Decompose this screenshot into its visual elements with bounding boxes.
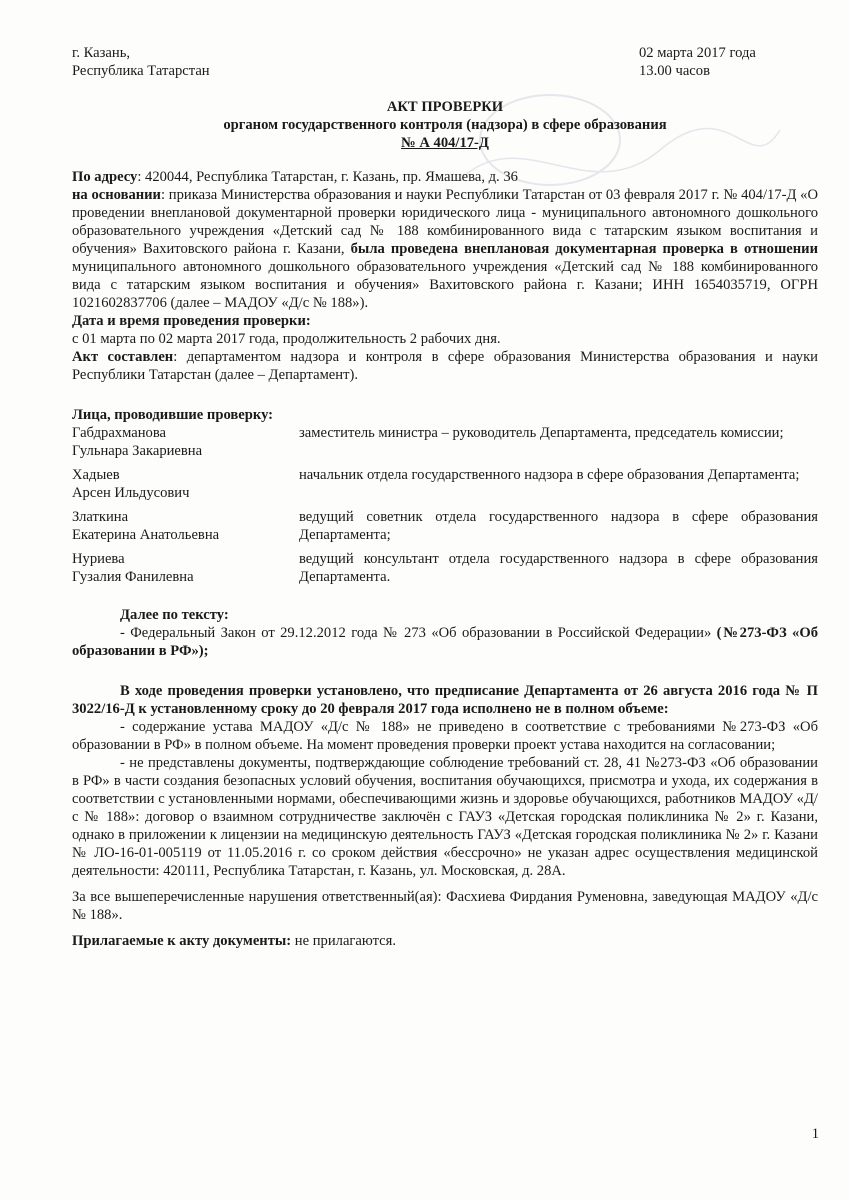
header-time: 13.00 часов [639,63,710,79]
basis-text-2: муниципального автономного дошкольного образовательного учреждения «Детский сад № 188 комбинированного вида с татарским языком воспитания и обучения» Вахитовского района г. Казани; ИНН 1654035719, ОГРН 1021602837706 (далее – МАДОУ «Д/с № 188»). [72,259,818,311]
person-row [72,550,818,586]
person-role: ведущий советник отдела государственного надзора в сфере образования Департамента; [299,509,818,543]
person-name: Златкина Екатерина Анатольевна [72,509,220,543]
page-number: 1 [811,1126,819,1142]
address-paragraph [72,168,818,186]
basis-text-1: : приказа Министерства образования и науки Республики Татарстан от 03 февраля 2017 г. № 404/17-Д «О проведении внеплановой документарной проверки юридического лица - муниципального автономного дошкольного образовательного учреждения «Детский сад № 188 комбинированного вида с татарским языком воспитания и обучения» Вахитовского района г. Казани, [72,187,819,257]
compiled-paragraph [72,348,818,384]
responsible-paragraph: За все вышеперечисленные нарушения ответственный(ая): Фасхиева Фирдания Руменовна, заведующая МАДОУ «Д/с № 188». [72,889,818,923]
person-row [72,424,818,460]
compiled-label: Акт составлен [72,349,174,365]
basis-paragraph [72,186,818,312]
further-paragraph [72,624,818,660]
further-text: - Федеральный Закон от 29.12.2012 года № 273 «Об образовании в Российской Федерации» [120,625,712,641]
header-datetime [639,44,756,80]
datetime-value: с 01 марта по 02 марта 2017 года, продолжительность 2 рабочих дня. [72,331,501,347]
person-name: Габдрахманова Гульнара Закариевна [72,425,203,459]
datetime-label: Дата и время проведения проверки: [72,313,311,329]
further-bold: (№273-ФЗ «Об образовании в РФ»); [72,625,819,659]
persons-list [72,424,818,586]
compiled-value: : департаментом надзора и контроля в сфере образования Министерства образования и науки Республики Татарстан (далее – Департамент). [72,349,818,383]
person-role: ведущий консультант отдела государственного надзора в сфере образования Департамента. [299,551,818,585]
person-row [72,466,818,502]
person-row [72,508,818,544]
document-title [72,98,818,152]
person-role: начальник отдела государственного надзора в сфере образования Департамента; [299,467,800,483]
document-page [72,44,818,950]
person-name: Хадыев Арсен Ильдусович [72,467,190,501]
address-label: По адресу [72,169,138,185]
finding-item-1: - содержание устава МАДОУ «Д/с № 188» не приведено в соответствие с требованиями №273-ФЗ «Об образовании в РФ» в полном объеме. На момент проведения проверки проект устава находится на согласовании; [72,719,818,753]
address-value: : 420044, Республика Татарстан, г. Казань, пр. Ямашева, д. 36 [137,169,518,185]
title-line-3: № А 404/17-Д [401,135,489,151]
header-location [72,44,210,80]
title-line-2: органом государственного контроля (надзора) в сфере образования [223,117,667,133]
attachments-value: не прилагаются. [291,933,396,949]
person-name: Нуриева Гузалия Фанилевна [72,551,194,585]
person-role: заместитель министра – руководитель Департамента, председатель комиссии; [299,425,784,441]
header [72,44,818,84]
attachments-label: Прилагаемые к акту документы: [72,933,292,949]
persons-heading: Лица, проводившие проверку: [72,407,274,423]
basis-bold-phrase: была проведена внеплановая документарная проверка в отношении [350,241,818,257]
title-line-1: АКТ ПРОВЕРКИ [386,99,504,115]
header-date: 02 марта 2017 года [639,45,756,61]
findings-heading: В ходе проведения проверки установлено, что предписание Департамента от 26 августа 2016 года № П 3022/16-Д к установленному сроку до 20 февраля 2017 года исполнено не в полном объеме: [72,683,818,717]
finding-item-2: - не представлены документы, подтверждающие соблюдение требований ст. 28, 41 №273-ФЗ «Об образовании в РФ» в части создания безопасных условий обучения, воспитания обучающихся, присмотра и ухода, их содержания в соответствии с установленными нормами, обеспечивающими жизнь и здоровье обучающихся, работников МАДОУ «Д/с № 188»: договор о взаимном сотрудничестве заключён с ГАУЗ «Детская городская поликлиника № 2» г. Казани, однако в приложении к лицензии на медицинскую деятельность ГАУЗ «Детская городская поликлиника № 2» г. Казани № ЛО-16-01-005119 от 11.05.2016 г. со сроком действия «бессрочно» не указан адрес осуществления медицинской деятельности: 420111, Республика Татарстан, г. Казань, ул. Московская, д. 28А. [72,755,818,879]
basis-label: на основании [72,187,161,203]
attachments-paragraph [72,932,818,950]
header-city: г. Казань, [72,45,131,61]
further-heading: Далее по тексту: [120,607,229,623]
header-region: Республика Татарстан [72,63,210,79]
intro-section [72,168,818,384]
